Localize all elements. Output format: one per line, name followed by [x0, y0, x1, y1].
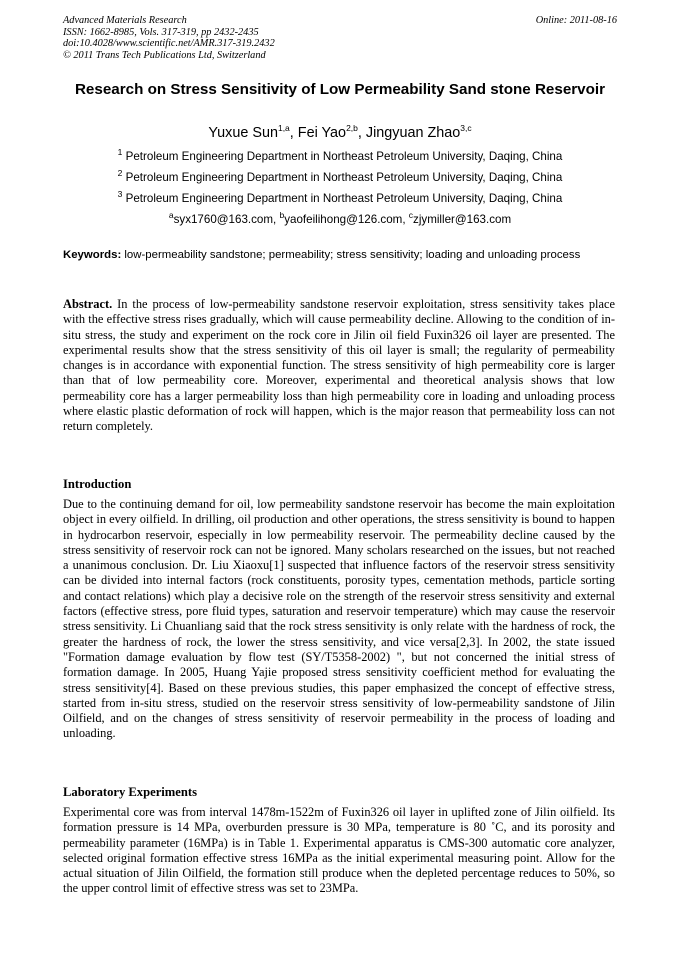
keywords — [63, 248, 615, 262]
affiliation-text: Petroleum Engineering Department in Northeast Petroleum University, Daqing, China — [125, 171, 563, 184]
section-heading-introduction: Introduction — [63, 477, 132, 491]
author-sup: 2,b — [346, 123, 358, 134]
abstract — [63, 297, 615, 435]
abstract-label: Abstract. — [63, 297, 113, 311]
author-sup: 1,a — [277, 123, 290, 134]
abstract-text: In the process of low-permeability sandstone reservoir exploitation, stress sensitivity takes place with the effective stress rises gradually, which will cause permeability decline. Allowing to the condition of in-situ stress, the study and experiment on the rock core in Jilin oil field Fuxin326 oil layer are presented. The experimental results show that the stress sensitivity of this oil layer is small; the regularity of permeability changes is in accordance with exponential function. The stress sensitivity of high permeability core is larger than that of low permeability core. Moreover, experimental and theoretical analysis shows that low permeability core has a larger permeability loss than high permeability core in loading and unloading process where elastic plastic deformation of rock will happen, which is the major reason that permeability loss can not return completely. — [63, 297, 615, 434]
author-separator: , — [289, 125, 298, 141]
email-sup: b — [279, 210, 285, 221]
email-address: yaofeilihong@126.com — [284, 213, 403, 226]
keywords-label: Keywords: — [63, 249, 122, 261]
affiliation-sup: 2 — [117, 168, 123, 179]
affiliation — [63, 189, 617, 206]
section-heading-laboratory-experiments: Laboratory Experiments — [63, 785, 197, 799]
journal-header — [63, 15, 617, 61]
email-sup: a — [168, 210, 174, 221]
author — [208, 125, 297, 141]
copyright-line: © 2011 Trans Tech Publications Ltd, Switzerland — [63, 49, 266, 61]
author-separator: , — [357, 125, 366, 141]
email-address: zjymiller@163.com — [413, 213, 512, 226]
online-date: Online: 2011-08-16 — [535, 15, 617, 26]
author-name: Fei Yao — [297, 125, 347, 141]
doi-line: doi:10.4028/www.scientific.net/AMR.317-319.2432 — [63, 38, 275, 50]
author-list — [63, 124, 617, 142]
email-list — [63, 210, 617, 227]
email-address: syx1760@163.com — [173, 213, 274, 226]
issn-line: ISSN: 1662-8985, Vols. 317-319, pp 2432-2435 — [63, 26, 259, 38]
author-name: Yuxue Sun — [208, 125, 278, 141]
affiliation-text: Petroleum Engineering Department in Northeast Petroleum University, Daqing, China — [125, 150, 563, 163]
email-sup: c — [408, 210, 414, 221]
author-sup: 3,c — [460, 123, 472, 134]
email-separator: , — [402, 213, 409, 226]
introduction-paragraph: Due to the continuing demand for oil, low permeability sandstone reservoir has become the main exploitation object in every oilfield. In drilling, oil production and other operations, the stress sensitivity is bound to happen in hydrocarbon reservoir, especially in low permeability reservoir. The permeability decline caused by the stress sensitivity of reservoir rock can not be ignored. Many scholars researched on the issues, but not reached a unanimous conclusion. Dr. Liu Xiaoxu[1] suspected that influence factors of the reservoir stress sensitivity can be divided into internal factors (rock constituents, porosity types, cementation methods, particle sorting and contact relations) which play a decisive role on the strength of the reservoir stress sensitivity and external factors (effective stress, pore fluid types, saturation and reservoir temperature) which may cause the reservoir stress sensitivity. Li Chuanliang said that the rock stress sensitivity is only relate with the hardness of rock, the greater the hardness of rock, the lower the stress sensitivity, and vice versa[2,3]. In 2002, the state issued "Formation damage evaluation by flow test (SY/T5358-2002) ", but not concerned the initial stress of formation damage. In 2005, Huang Yajie proposed stress sensitivity coefficient method for evaluating the stress sensitivity[4]. Based on these previous studies, this paper emphasized the concept of effective stress, started from in-situ stress, studied on the reservoir stress sensitivity of low-permeability sandstone of Jilin Oilfield, and on the changes of stress sensitivity of reservoir permeability in the process of loading and unloading. — [63, 497, 615, 741]
affiliation-text: Petroleum Engineering Department in Northeast Petroleum University, Daqing, China — [125, 192, 563, 205]
affiliation — [63, 168, 617, 185]
affiliation-sup: 3 — [117, 189, 123, 200]
journal-name: Advanced Materials Research — [63, 15, 187, 26]
author-name: Jingyuan Zhao — [365, 125, 461, 141]
keywords-text: low-permeability sandstone; permeability; stress sensitivity; loading and unloading process — [124, 249, 581, 261]
paper-title: Research on Stress Sensitivity of Low Permeability Sand stone Reservoir — [74, 81, 606, 98]
author — [366, 125, 472, 141]
email-separator: , — [273, 213, 280, 226]
affiliation — [63, 147, 617, 164]
laboratory-experiments-paragraph: Experimental core was from interval 1478m-1522m of Fuxin326 oil layer in uplifted zone of Jilin oilfield. Its formation pressure is 14 MPa, overburden pressure is 30 MPa, temperature is 80 ˚C, and its porosity and permeability parameter (16MPa) is in Table 1. Experimental apparatus is CMS-300 automatic core analyzer, selected original formation effective stress 16MPa as the initial experimental measuring point. Allow for the actual situation of Jilin Oilfield, the formation still produce when the depleted percentage reduces to 50%, so the upper control limit of effective stress was set to 23MPa. — [63, 805, 615, 896]
affiliation-sup: 1 — [117, 147, 123, 158]
author — [298, 125, 366, 141]
